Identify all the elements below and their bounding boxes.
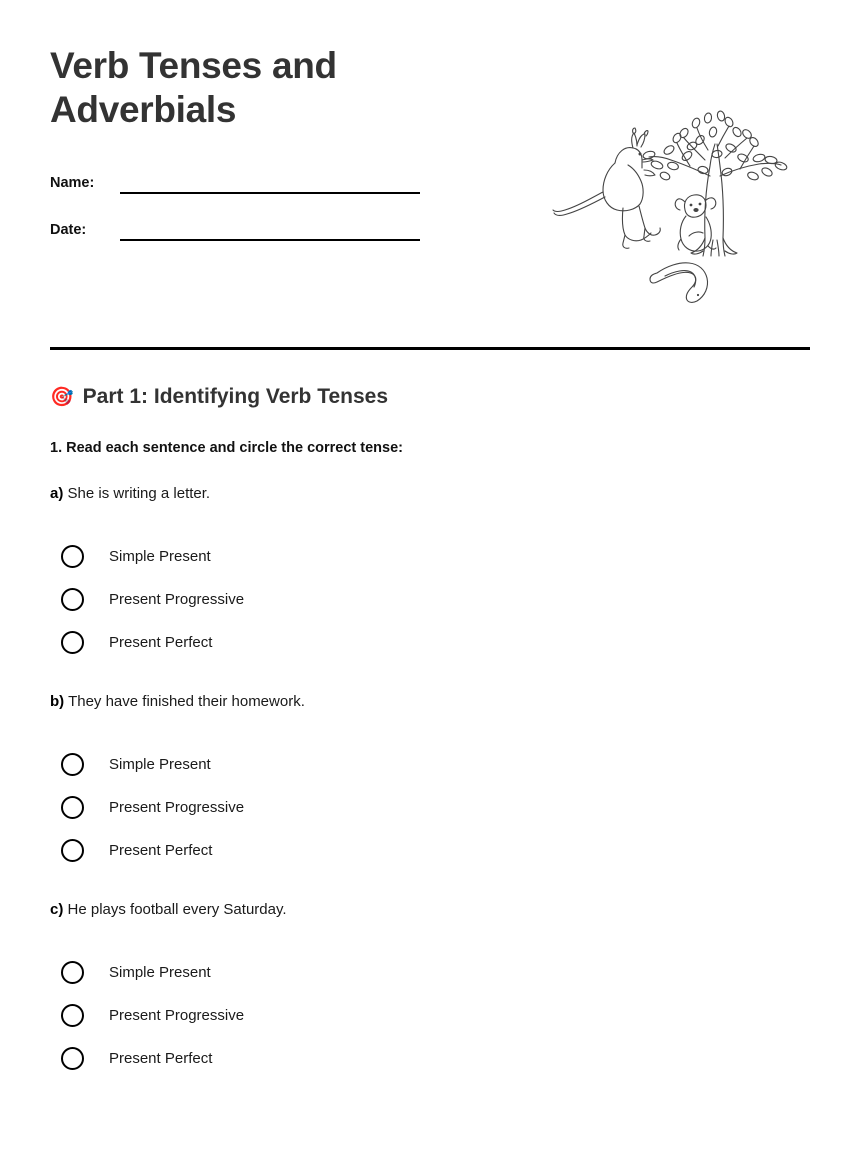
question-letter: c) xyxy=(50,901,64,918)
instruction-text: 1. Read each sentence and circle the correct tense: xyxy=(50,440,403,456)
option-row[interactable] xyxy=(61,829,810,872)
question-sentence: They have finished their homework. xyxy=(68,693,305,710)
option-row[interactable] xyxy=(61,621,810,664)
boomerang-icon xyxy=(650,263,708,303)
section-divider xyxy=(50,347,810,350)
radio-circle-icon[interactable] xyxy=(61,753,84,776)
option-label: Simple Present xyxy=(109,964,211,981)
date-input-line[interactable] xyxy=(120,239,420,241)
date-field-row xyxy=(50,206,520,244)
date-field-label: Date: xyxy=(50,221,87,238)
part-1-section xyxy=(50,385,810,1080)
option-row[interactable] xyxy=(61,578,810,621)
option-row[interactable] xyxy=(61,786,810,829)
option-label: Present Perfect xyxy=(109,634,213,651)
option-label: Present Progressive xyxy=(109,1007,245,1024)
options-group xyxy=(50,951,810,1080)
part-heading xyxy=(50,385,810,409)
question-text xyxy=(50,899,810,920)
kangaroo-icon xyxy=(553,128,660,248)
question-sentence: She is writing a letter. xyxy=(67,485,211,502)
name-field-row xyxy=(50,159,520,197)
radio-circle-icon[interactable] xyxy=(61,839,84,862)
option-label: Present Perfect xyxy=(109,842,213,859)
page-title: Verb Tenses and Adverbials xyxy=(50,45,337,131)
option-row[interactable] xyxy=(61,535,810,578)
radio-circle-icon[interactable] xyxy=(61,631,84,654)
option-label: Present Progressive xyxy=(109,591,245,608)
question-sentence: He plays football every Saturday. xyxy=(67,901,287,918)
question-text xyxy=(50,483,810,504)
option-label: Present Progressive xyxy=(109,799,245,816)
question-letter: b) xyxy=(50,693,65,710)
option-label: Simple Present xyxy=(109,548,211,565)
koala-in-tree-icon xyxy=(642,110,788,256)
radio-circle-icon[interactable] xyxy=(61,588,84,611)
student-fields xyxy=(50,159,520,244)
radio-circle-icon[interactable] xyxy=(61,1047,84,1070)
direct-hit-icon: 🎯 xyxy=(50,386,74,408)
option-row[interactable] xyxy=(61,743,810,786)
options-group xyxy=(50,535,810,664)
worksheet-header xyxy=(50,44,520,244)
radio-circle-icon[interactable] xyxy=(61,796,84,819)
name-input-line[interactable] xyxy=(120,192,420,194)
name-field-label: Name: xyxy=(50,174,95,191)
question-block xyxy=(50,483,810,664)
question-block xyxy=(50,899,810,1080)
option-row[interactable] xyxy=(61,1037,810,1080)
options-group xyxy=(50,743,810,872)
option-label: Simple Present xyxy=(109,756,211,773)
radio-circle-icon[interactable] xyxy=(61,961,84,984)
radio-circle-icon[interactable] xyxy=(61,1004,84,1027)
part-heading-text: Part 1: Identifying Verb Tenses xyxy=(82,385,389,408)
question-block xyxy=(50,691,810,872)
option-row[interactable] xyxy=(61,951,810,994)
question-text xyxy=(50,691,810,712)
option-row[interactable] xyxy=(61,994,810,1037)
radio-circle-icon[interactable] xyxy=(61,545,84,568)
question-letter: a) xyxy=(50,485,64,502)
australian-animals-illustration xyxy=(545,88,825,313)
option-label: Present Perfect xyxy=(109,1050,213,1067)
